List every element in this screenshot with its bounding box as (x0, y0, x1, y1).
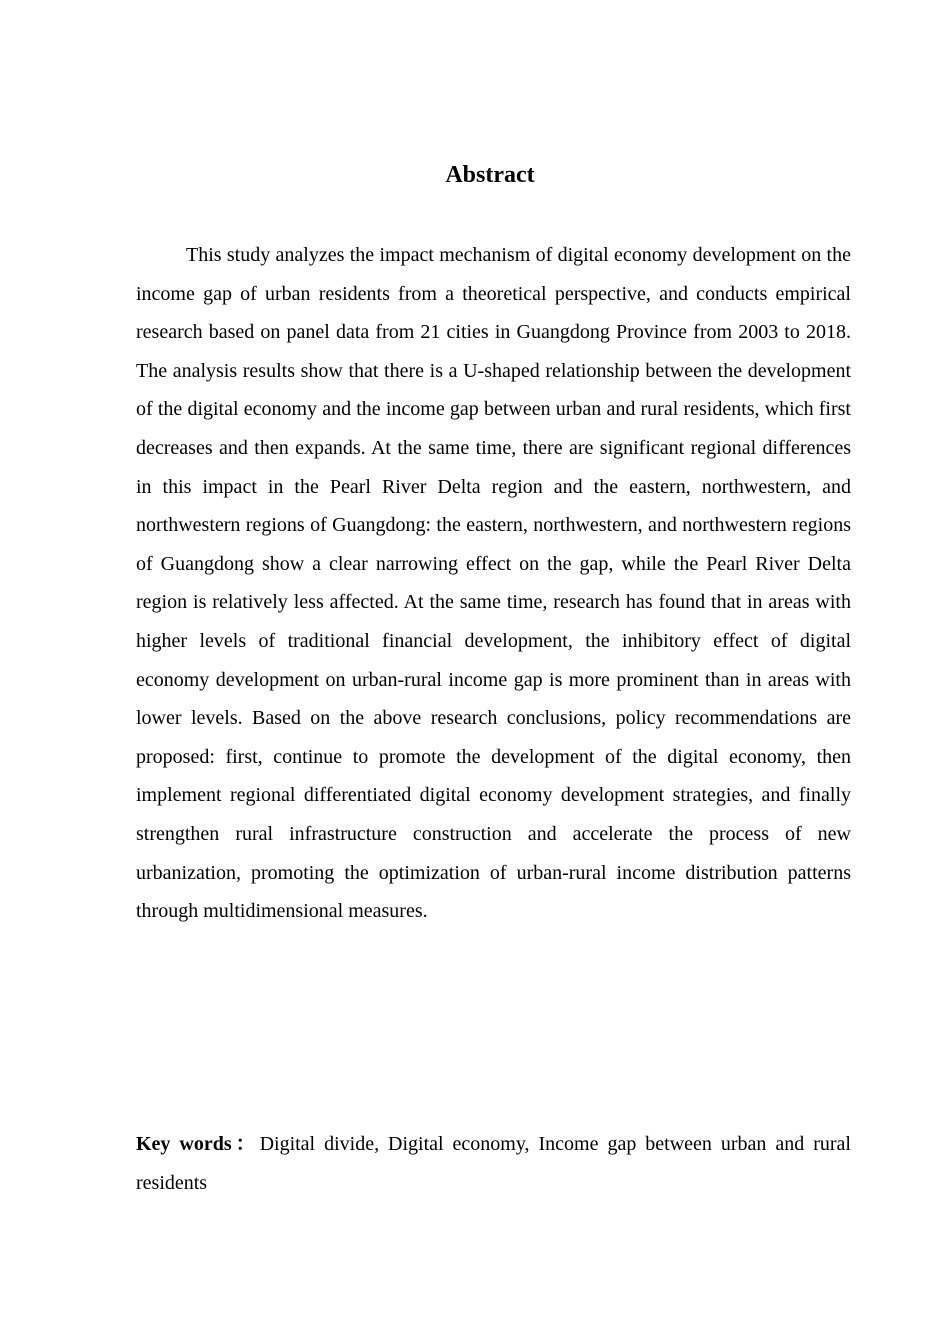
abstract-title: Abstract (445, 162, 535, 188)
abstract-body: This study analyzes the impact mechanism of digital economy development on the income gap of urban residents from a theoretical perspective, and conducts empirical research based on panel data from 21 cities in Guangdong Province from 2003 to 2018. The analysis results show that there is a U-shaped relationship between the development of the digital economy and the income gap between urban and rural residents, which first decreases and then expands. At the same time, there are significant regional differences in this impact in the Pearl River Delta region and the eastern, northwestern, and northwestern regions of Guangdong: the eastern, northwestern, and northwestern regions of Guangdong show a clear narrowing effect on the gap, while the Pearl River Delta region is relatively less affected. At the same time, research has found that in areas with higher levels of traditional financial development, the inhibitory effect of digital economy development on urban-rural income gap is more prominent than in areas with lower levels. Based on the above research conclusions, policy recommendations are proposed: first, continue to promote the development of the digital economy, then implement regional differentiated digital economy development strategies, and finally strengthen rural infrastructure construction and accelerate the process of new urbanization, promoting the optimization of urban-rural income distribution patterns through multidimensional measures. (136, 244, 851, 923)
keywords-label: Key words： (136, 1133, 260, 1155)
keywords-text: Digital divide, Digital economy, Income gap between urban and rural residents (136, 1133, 851, 1194)
keywords-paragraph (136, 1125, 851, 1202)
